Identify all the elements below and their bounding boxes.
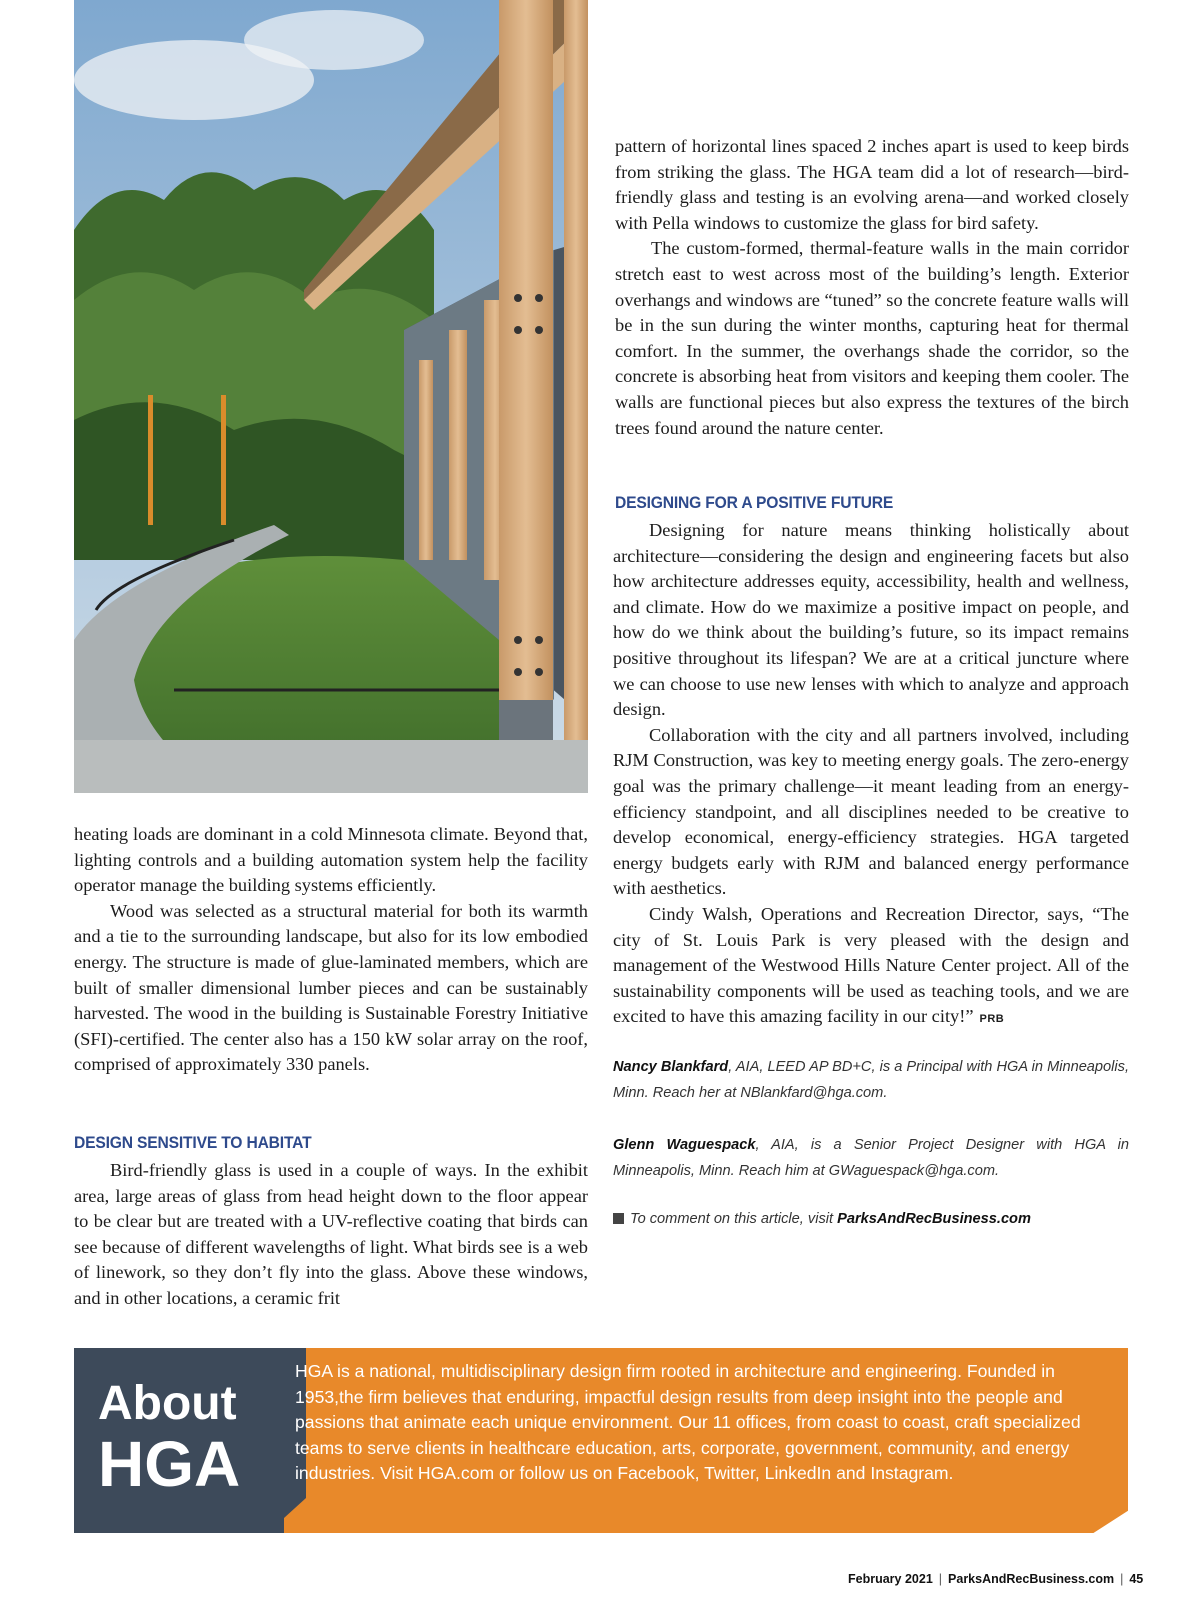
author-bio	[613, 1055, 1129, 1106]
site-name[interactable]: ParksAndRecBusiness.com	[948, 1572, 1115, 1586]
paragraph: Wood was selected as a structural material for both its warmth and a tie to the surrounding landscape, but also for its low embodied energy. The structure is made of glue-laminated members, which are built of smaller dimensional lumber pieces and can be sustainably harvested. The wood in the building is Sustainable Forestry Initiative (SFI)-certified. The center also has a 150 kW solar array on the roof, comprised of approximately 330 panels.	[74, 900, 588, 1075]
section-heading-habitat: DESIGN SENSITIVE TO HABITAT	[74, 1133, 312, 1152]
right-column-middle	[613, 518, 1129, 1033]
about-hga-title: HGA	[98, 1428, 241, 1500]
end-mark: PRB	[979, 1013, 1005, 1026]
right-column-top	[615, 134, 1129, 441]
paragraph: Designing for nature means thinking holistically about architecture—considering the design and engineering facets but also how architecture addresses equity, accessibility, health and wellness, and climate. How do we maximize a positive impact on people, and how do we think about the building’s future, so its impact remains positive throughout its lifespan? We are at a critical juncture where we can choose to use new lenses with which to analyze and approach design.	[613, 520, 1129, 720]
building-photo-icon	[74, 0, 588, 793]
page-number: 45	[1129, 1572, 1144, 1586]
paragraph: Bird-friendly glass is used in a couple of ways. In the exhibit area, large areas of glass from head height down to the floor appear to be clear but are treated with a UV-reflective coating that birds can see because of different wavelengths of light. What birds see is a web of linework, so they don’t fly into the glass. Above these windows, and in other locations, a ceramic frit	[74, 1160, 588, 1308]
footer-separator: |	[938, 1572, 943, 1586]
building-photo	[74, 0, 588, 793]
left-column	[74, 822, 588, 1078]
comment-prefix: To comment on this article, visit	[630, 1211, 838, 1227]
paragraph: pattern of horizontal lines spaced 2 inches apart is used to keep birds from striking the glass. The HGA team did a lot of research—bird-friendly glass and testing is an evolving arena—and worked closely with Pella windows to customize the glass for bird safety.	[615, 136, 1129, 233]
section-heading-positive-future: DESIGNING FOR A POSITIVE FUTURE	[615, 493, 894, 512]
page-footer	[848, 1572, 1143, 1586]
author-name: Nancy Blankfard	[613, 1059, 729, 1075]
about-title: About	[98, 1377, 237, 1430]
paragraph: heating loads are dominant in a cold Minnesota climate. Beyond that, lighting controls and a building automation system help the facility operator manage the building systems efficiently.	[74, 824, 588, 896]
paragraph: The custom-formed, thermal-feature walls in the main corridor stretch east to west across most of the building’s length. Exterior overhangs and windows are “tuned” so the concrete feature walls will be in the sun during the winter months, capturing heat for thermal comfort. In the summer, the overhangs shade the corridor, so the concrete is absorbing heat from visitors and keeping them cooler. The walls are functional pieces but also express the textures of the birch trees found around the nature center.	[615, 238, 1129, 438]
author-description: , AIA, LEED AP BD+C, is a Principal with HGA in Minneapolis, Minn. Reach her at NBlankfard@hga.com.	[613, 1059, 1129, 1101]
left-column-bottom	[74, 1158, 588, 1312]
author-bio	[613, 1133, 1129, 1184]
paragraph: Collaboration with the city and all partners involved, including RJM Construction, was key to meeting energy goals. The zero-energy goal was the primary challenge—it meant leading from an energy-efficiency standpoint, and all disciplines needed to be creative to develop economical, energy-efficiency strategies. HGA targeted energy budgets early with RJM and balanced energy performance with aesthetics.	[613, 724, 1129, 899]
comment-line	[613, 1211, 1031, 1227]
paragraph	[613, 902, 1129, 1033]
quote-text: Cindy Walsh, Operations and Recreation Director, says, “The city of St. Louis Park is very pleased with the design and management of the Westwood Hills Nature Center project. All of the sustainability components will be used as teaching tools, and we are excited to have this amazing facility in our city!”	[613, 903, 1129, 1027]
square-bullet-icon	[613, 1213, 624, 1224]
issue-date: February 2021	[848, 1572, 933, 1586]
about-dark-panel	[74, 1348, 284, 1533]
footer-separator: |	[1120, 1572, 1124, 1586]
author-name: Glenn Waguespack	[613, 1137, 756, 1153]
about-description: HGA is a national, multidisciplinary design firm rooted in architecture and engineering. Founded in 1953,the firm believes that enduring, impactful design results from deep insight into the people and passions that animate each unique environment. Our 11 offices, from coast to coast, craft specialized teams to serve clients in healthcare education, arts, corporate, government, community, and energy industries. Visit HGA.com or follow us on Facebook, Twitter, LinkedIn and Instagram.	[295, 1361, 1081, 1484]
comment-link[interactable]: ParksAndRecBusiness.com	[837, 1211, 1031, 1227]
author-description: , AIA, is a Senior Project Designer with HGA in Minneapolis, Minn. Reach him at GWaguespack@hga.com.	[613, 1137, 1130, 1179]
